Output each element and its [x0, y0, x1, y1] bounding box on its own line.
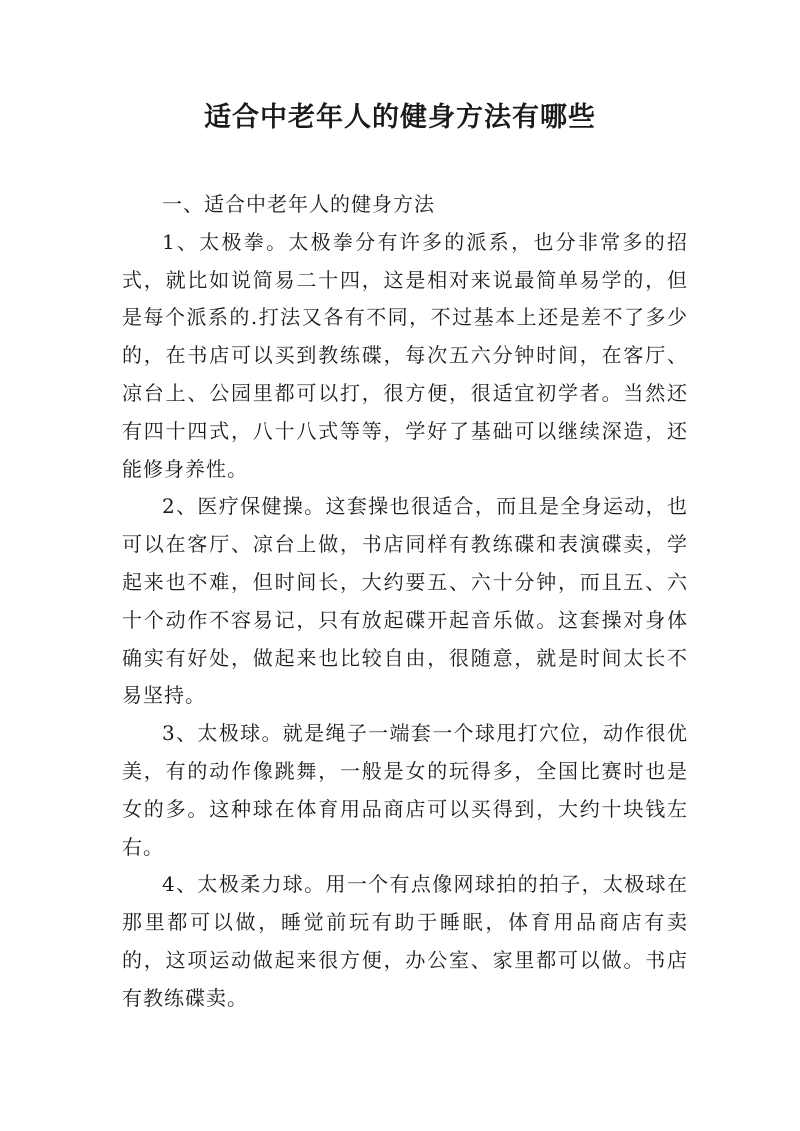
- paragraph-medical-exercise: 2、医疗保健操。这套操也很适合，而且是全身运动，也可以在客厅、凉台上做，书店同样有教练碟和表演碟卖，学起来也不难，但时间长，大约要五、六十分钟，而且五、六十个动作不容易记，只有放起碟开起音乐做。这套操对身体确实有好处，做起来也比较自由，很随意，就是时间太长不易坚持。: [122, 494, 688, 708]
- document-body: [122, 186, 688, 1018]
- paragraph-taiji-soft-ball: 4、太极柔力球。用一个有点像网球拍的拍子，太极球在那里都可以做，睡觉前玩有助于睡眠，体育用品商店有卖的，这项运动做起来很方便，办公室、家里都可以做。书店有教练碟卖。: [122, 872, 688, 1010]
- paragraph-taiji-ball: 3、太极球。就是绳子一端套一个球甩打穴位，动作很优美，有的动作像跳舞，一般是女的玩得多，全国比赛时也是女的多。这种球在体育用品商店可以买得到，大约十块钱左右。: [122, 721, 688, 859]
- section-heading: 一、适合中老年人的健身方法: [162, 192, 435, 216]
- document-title: 适合中老年人的健身方法有哪些: [204, 102, 596, 133]
- paragraph-taiji-quan: 1、太极拳。太极拳分有许多的派系，也分非常多的招式，就比如说简易二十四，这是相对来说最简单易学的，但是每个派系的.打法又各有不同，不过基本上还是差不了多少的，在书店可以买到教练碟，每次五六分钟时间，在客厅、凉台上、公园里都可以打，很方便，很适宜初学者。当然还有四十四式，八十八式等等，学好了基础可以继续深造，还能修身养性。: [122, 229, 688, 481]
